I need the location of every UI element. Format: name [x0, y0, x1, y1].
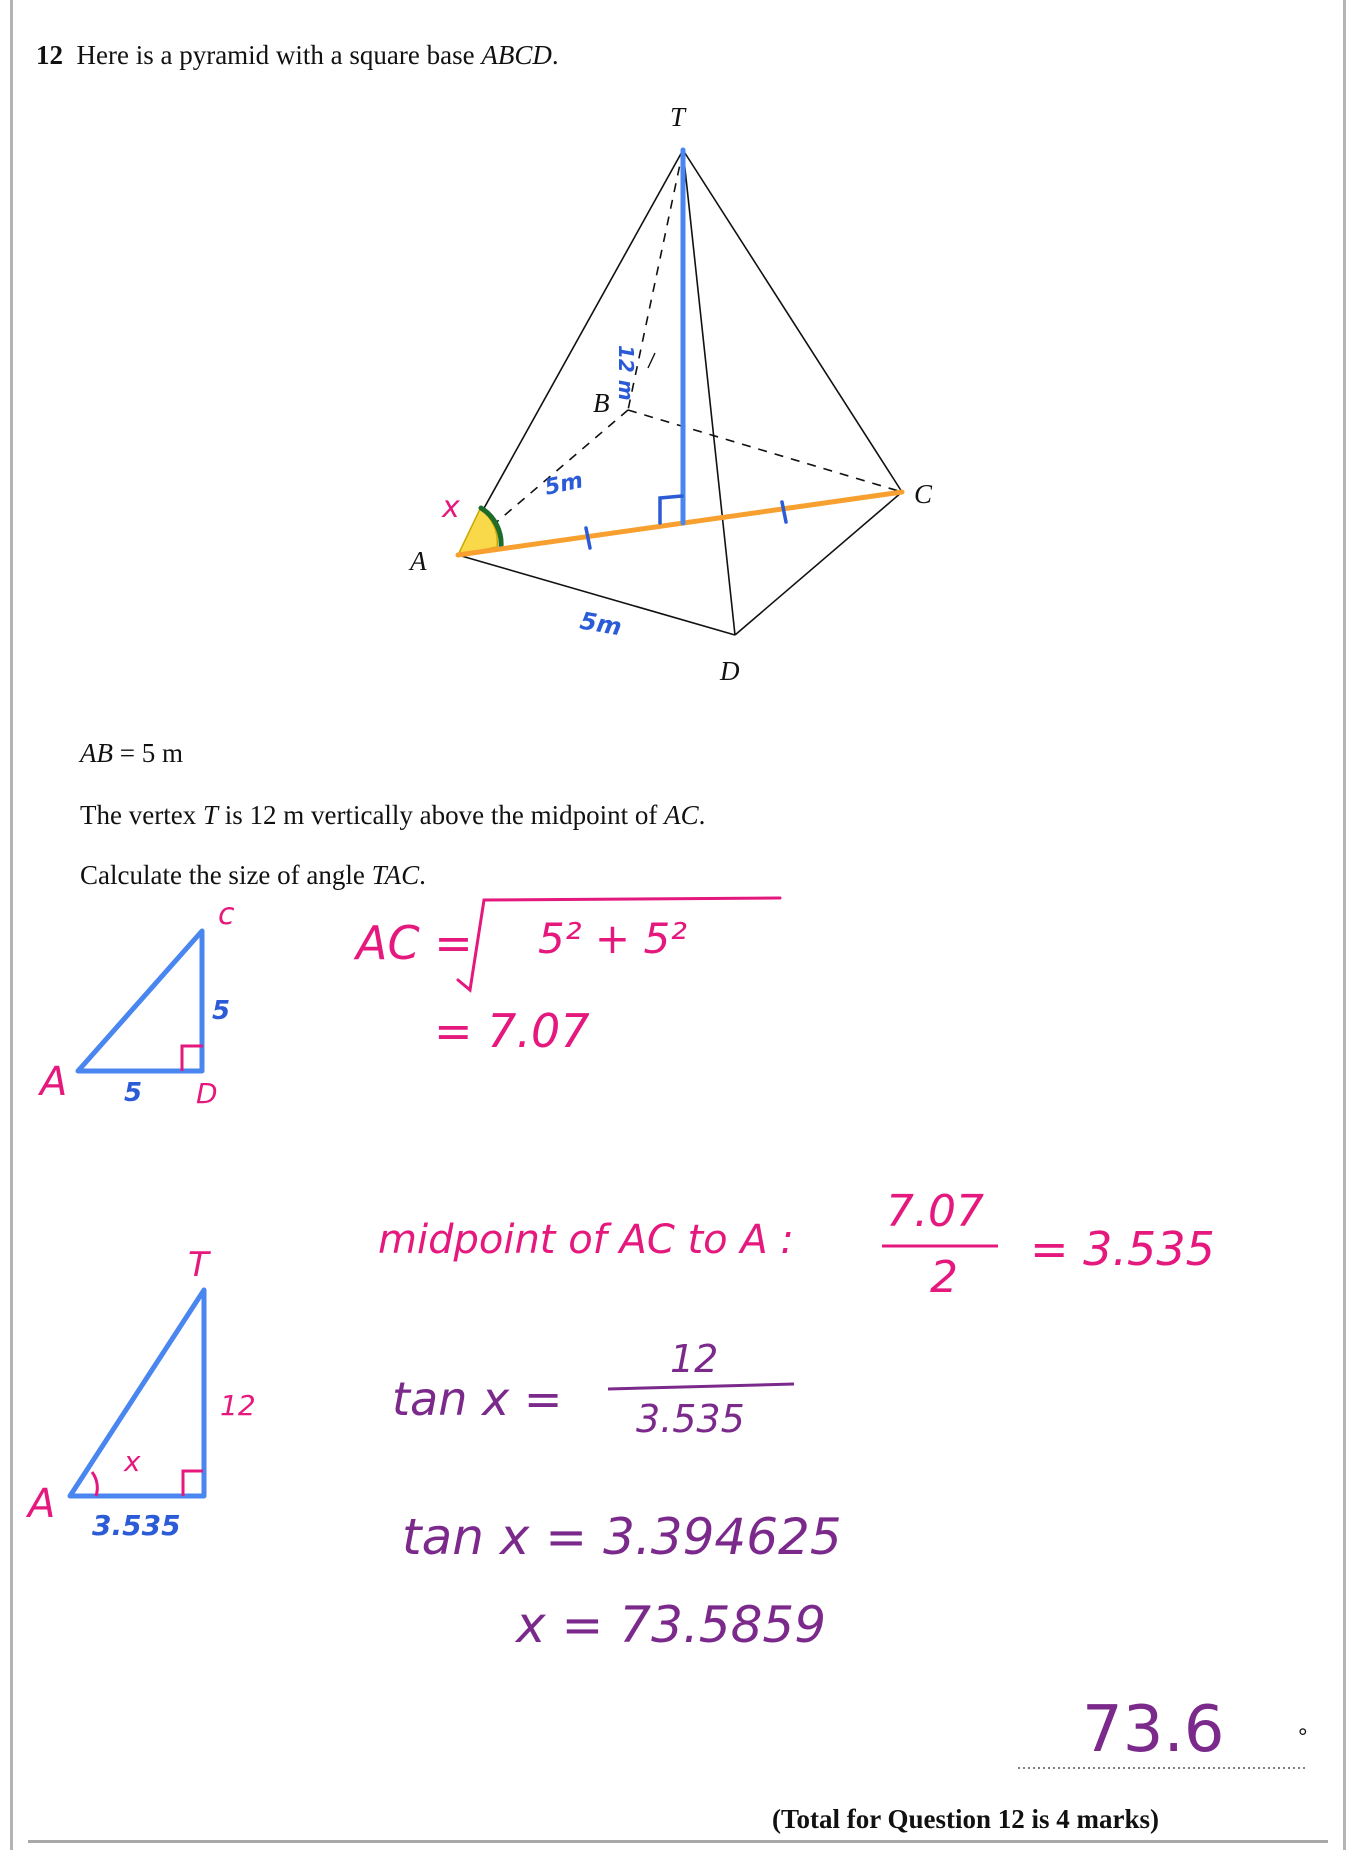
- answer-value: 73.6: [1082, 1693, 1225, 1767]
- label-A: A: [410, 546, 427, 576]
- given-vertex-a: The vertex: [80, 800, 203, 830]
- midpoint-denominator: 2: [930, 1252, 958, 1303]
- tri2-side: 12: [220, 1389, 256, 1422]
- tri1-label-top: c: [218, 897, 235, 932]
- tri1-label-bottom: D: [196, 1077, 218, 1110]
- total-marks: (Total for Question 12 is 4 marks): [772, 1804, 1160, 1834]
- given-task-c: .: [419, 860, 426, 890]
- label-C: C: [914, 479, 933, 509]
- given-vertex-e: .: [698, 800, 706, 830]
- label-B: B: [593, 388, 610, 418]
- midpoint-numerator: 7.07: [886, 1186, 984, 1237]
- annot-height: 12 m: [614, 345, 638, 401]
- ac-line2: = 7.07: [434, 1004, 590, 1058]
- question-number: 12: [36, 40, 63, 70]
- label-T: T: [670, 102, 686, 132]
- label-D: D: [720, 656, 740, 686]
- tan-denominator: 3.535: [636, 1397, 745, 1441]
- tri1-base: 5: [124, 1078, 143, 1108]
- annot-angle: x: [442, 490, 460, 525]
- given-task-a: Calculate the size of angle: [80, 860, 372, 890]
- triangle2-right-angle: [183, 1471, 203, 1496]
- given-vertex-c: is 12 m vertically above the midpoint of: [217, 800, 665, 830]
- tri2-angle: x: [124, 1445, 141, 1478]
- given-ab-label: AB: [80, 738, 113, 768]
- tri2-label-left: A: [28, 1481, 56, 1527]
- ac-line1-squares: 5² + 5²: [538, 914, 688, 963]
- tan-label: tan x =: [392, 1372, 563, 1426]
- tri1-label-left: A: [40, 1059, 68, 1105]
- tan-numerator: 12: [670, 1337, 719, 1381]
- given-vertex-d: AC: [664, 800, 699, 830]
- midpoint-label: midpoint of AC to A :: [378, 1217, 794, 1263]
- question-intro-end: .: [551, 40, 559, 70]
- question-intro: Here is a pyramid with a square base: [76, 40, 482, 70]
- given-task-b: TAC: [371, 860, 420, 890]
- question-intro-italic: ABCD: [481, 40, 552, 70]
- midpoint-result: = 3.535: [1030, 1222, 1215, 1276]
- tri2-base: 3.535: [92, 1509, 181, 1542]
- annot-ab: 5m: [542, 468, 586, 501]
- tan-fraction-bar: [608, 1384, 794, 1389]
- tan-value: tan x = 3.394625: [402, 1508, 842, 1566]
- answer-unit: °: [1298, 1724, 1308, 1751]
- annot-ad: 5m: [577, 606, 624, 642]
- ac-line1-prefix: AC =: [356, 916, 473, 970]
- given-ab-value: = 5 m: [113, 738, 183, 768]
- tri1-side: 5: [212, 996, 231, 1026]
- triangle2-angle-arc: [92, 1472, 97, 1496]
- given-vertex-b: T: [202, 800, 218, 830]
- tri2-label-top: T: [188, 1245, 209, 1285]
- x-value: x = 73.5859: [516, 1596, 827, 1654]
